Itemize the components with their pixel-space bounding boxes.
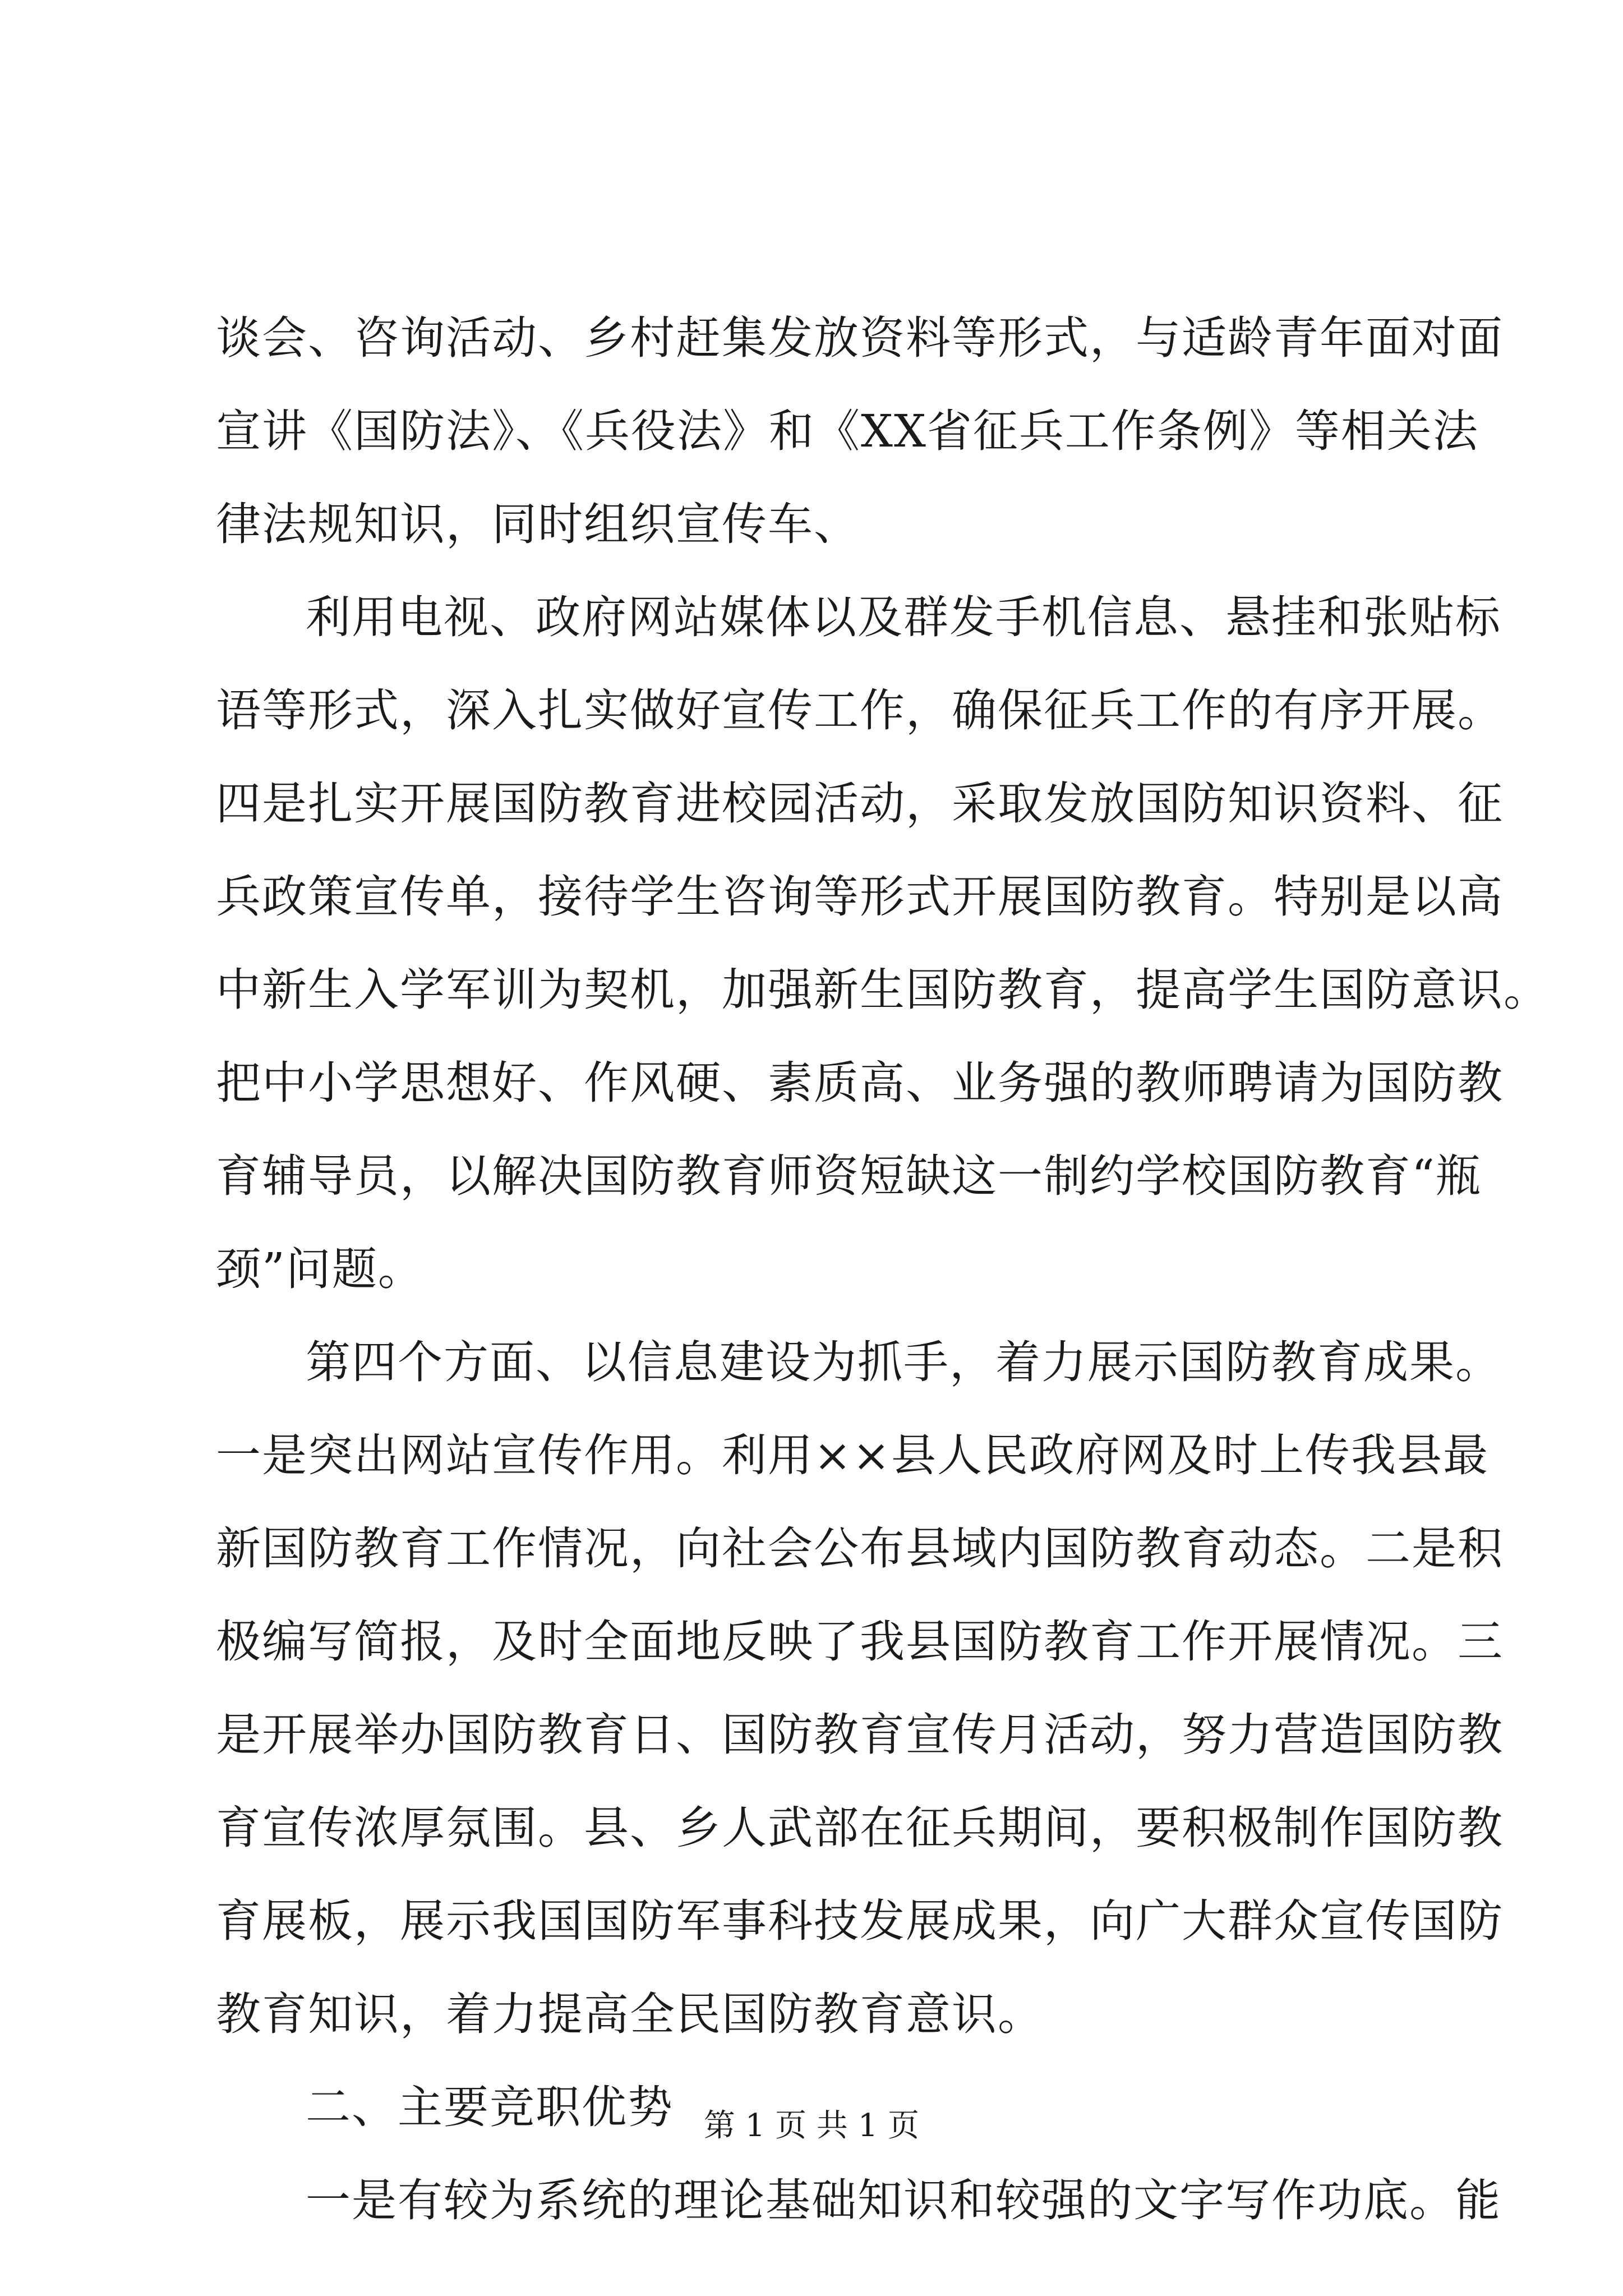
text-line: 一是有较为系统的理论基础知识和较强的文字写作功底。能 bbox=[306, 2174, 1501, 2226]
text-line: 利用电视、政府网站媒体以及群发手机信息、悬挂和张贴标 bbox=[306, 591, 1501, 643]
text-line: 宣讲《国防法》、《兵役法》和《XX省征兵工作条例》等相关法 bbox=[216, 405, 1479, 457]
text-line: 语等形式，深入扎实做好宣传工作，确保征兵工作的有序开展。 bbox=[216, 684, 1504, 737]
text-line: 是开展举办国防教育日、国防教育宣传月活动，努力营造国防教 bbox=[216, 1709, 1504, 1761]
text-line: 育宣传浓厚氛围。县、乡人武部在征兵期间，要积极制作国防教 bbox=[216, 1802, 1504, 1854]
text-line: 律法规知识，同时组织宣传车、 bbox=[216, 498, 860, 550]
text-line: 极编写简报，及时全面地反映了我县国防教育工作开展情况。三 bbox=[216, 1616, 1504, 1668]
text-line: 育辅导员，以解决国防教育师资短缺这一制约学校国防教育“瓶 bbox=[216, 1150, 1482, 1202]
text-line: 一是突出网站宣传作用。利用××县人民政府网及时上传我县最 bbox=[216, 1429, 1490, 1481]
text-line: 颈”问题。 bbox=[216, 1243, 424, 1295]
text-line: 中新生入学军训为契机，加强新生国防教育，提高学生国防意识。 bbox=[216, 964, 1550, 1016]
text-line: 教育知识，着力提高全民国防教育意识。 bbox=[216, 1988, 1044, 2040]
document-body bbox=[216, 292, 1550, 2247]
text-line: 兵政策宣传单，接待学生咨询等形式开展国防教育。特别是以高 bbox=[216, 871, 1504, 923]
text-line: 谈会、咨询活动、乡村赶集发放资料等形式，与适龄青年面对面 bbox=[216, 312, 1504, 364]
section-heading: 二、主要竞职优势 bbox=[306, 2081, 674, 2133]
text-line: 育展板，展示我国国防军事科技发展成果，向广大群众宣传国防 bbox=[216, 1895, 1504, 1947]
text-line: 四是扎实开展国防教育进校园活动，采取发放国防知识资料、征 bbox=[216, 777, 1504, 830]
text-line: 把中小学思想好、作风硬、素质高、业务强的教师聘请为国防教 bbox=[216, 1057, 1504, 1109]
text-line: 第四个方面、以信息建设为抓手，着力展示国防教育成果。 bbox=[306, 1336, 1501, 1388]
page-footer: 第 1 页 共 1 页 bbox=[703, 2108, 920, 2144]
text-line: 新国防教育工作情况，向社会公布县域内国防教育动态。二是积 bbox=[216, 1522, 1504, 1575]
